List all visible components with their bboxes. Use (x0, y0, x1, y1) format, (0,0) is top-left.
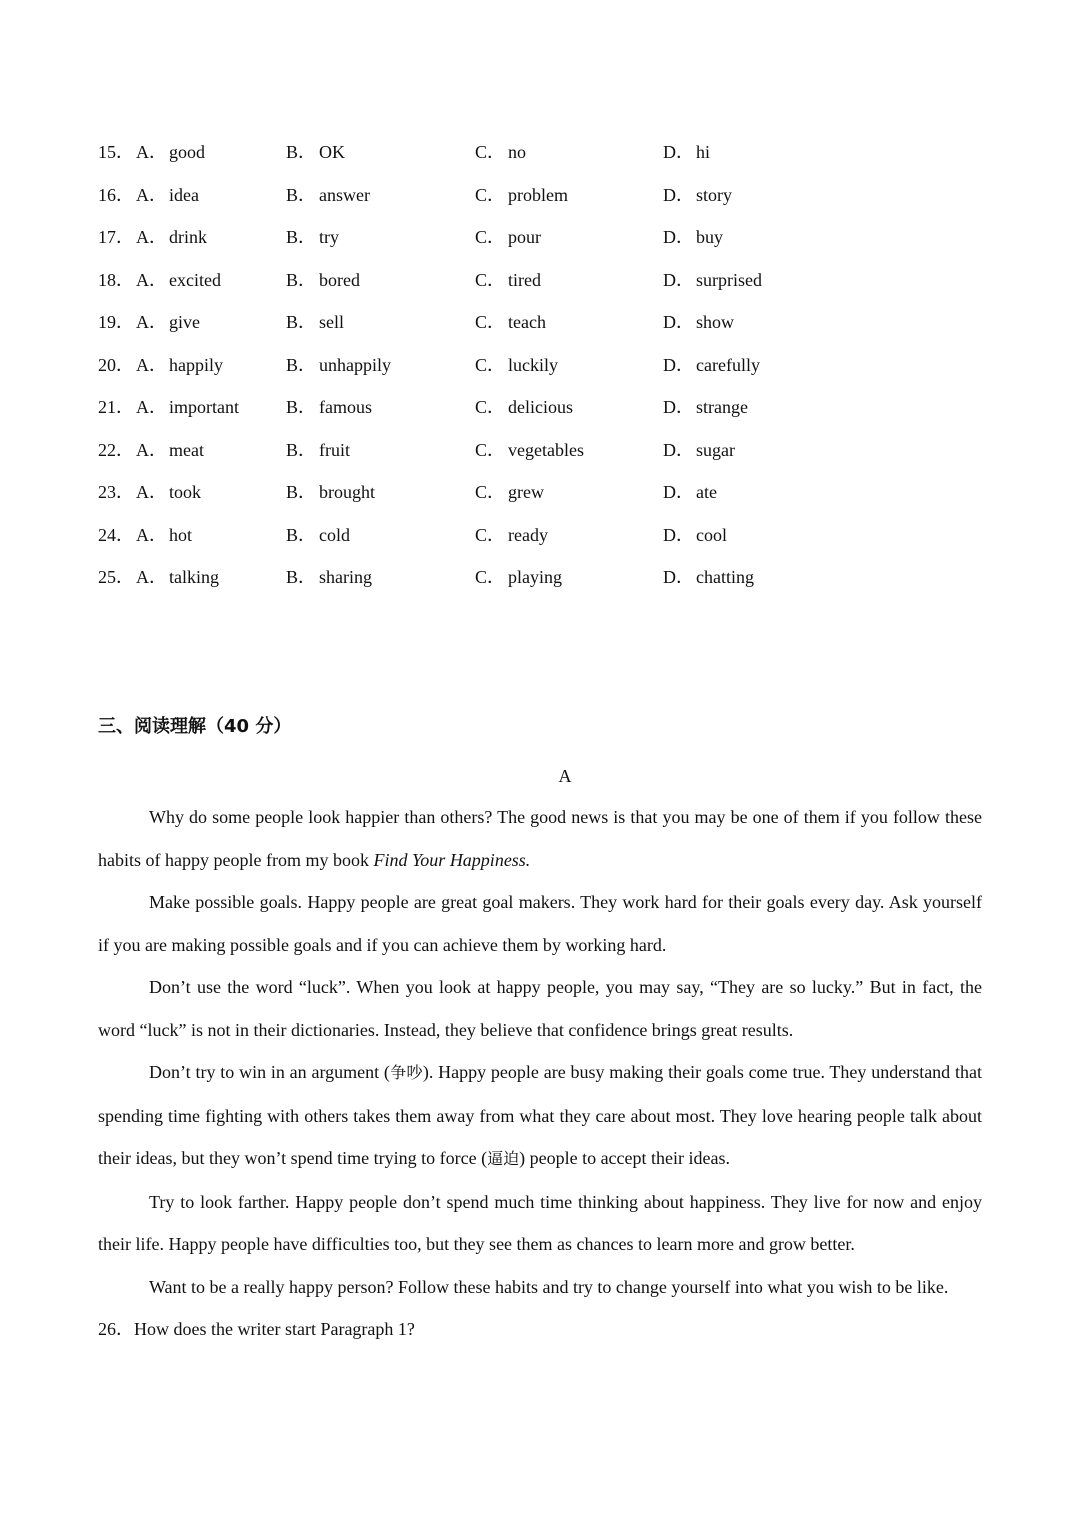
question-number: 21． (98, 397, 134, 417)
option-d: D． cool (663, 524, 727, 545)
option-b: B． sharing (286, 567, 372, 587)
option-d: D． buy (663, 227, 723, 247)
option-b: B． sell (286, 312, 344, 332)
option-b: B． cold (286, 524, 350, 545)
book-title: Find Your Happiness. (373, 849, 531, 870)
option-c: C． vegetables (475, 439, 584, 460)
paragraph-1: Why do some people look happier than others? The good news is that you may be one of them if you follow these habits of happy people from my book Find Your Happiness. (98, 807, 982, 870)
question-number: 18． (98, 269, 134, 290)
option-b: B． unhappily (286, 354, 391, 375)
option-a: A． idea (136, 184, 199, 205)
option-c: C． teach (475, 312, 546, 332)
question-number: 15． (98, 142, 134, 162)
option-d: D． story (663, 184, 732, 205)
option-c: C． playing (475, 567, 562, 587)
option-c: C． problem (475, 184, 568, 205)
option-b: B． brought (286, 482, 375, 502)
option-a: A． drink (136, 227, 207, 247)
option-c: C． pour (475, 227, 541, 247)
option-c: C． luckily (475, 354, 558, 375)
option-c: C． ready (475, 524, 548, 545)
question-number: 17． (98, 227, 134, 247)
option-b: B． bored (286, 269, 360, 290)
option-c: C． no (475, 142, 526, 162)
option-b: B． famous (286, 397, 372, 417)
option-b: B． OK (286, 142, 345, 162)
option-a: A． meat (136, 439, 204, 460)
option-a: A． took (136, 482, 202, 502)
option-a: A． talking (136, 567, 219, 587)
option-d: D． strange (663, 397, 748, 417)
option-c: C． delicious (475, 397, 573, 417)
paragraph-4: Don’t try to win in an argument (争吵). Happy people are busy making their goals come true. They understand that spending time fighting with others takes them away from what they care about most. They love hearing people talk about their ideas, but they won’t spend time trying to force (逼迫) people to accept their ideas. (98, 1062, 982, 1168)
question-number: 16． (98, 184, 134, 205)
option-d: D． sugar (663, 439, 735, 460)
option-b: B． fruit (286, 439, 350, 460)
paragraph-5: Try to look farther. Happy people don’t spend much time thinking about happiness. They live for now and enjoy their life. Happy people have difficulties too, but they see them as chances to learn more and grow better. (98, 1191, 982, 1254)
question-26: 26．How does the writer start Paragraph 1? (98, 1319, 415, 1339)
option-a: A． excited (136, 269, 221, 290)
option-d: D． chatting (663, 567, 754, 587)
option-d: D． hi (663, 142, 711, 162)
option-c: C． grew (475, 482, 544, 502)
option-a: A． give (136, 312, 200, 332)
question-number: 19． (98, 312, 134, 332)
reading-passage (98, 796, 982, 1351)
chinese-gloss: 逼迫 (487, 1149, 520, 1168)
option-a: A． happily (136, 354, 223, 375)
question-number: 24． (98, 524, 134, 545)
question-number: 22． (98, 439, 134, 460)
option-d: D． carefully (663, 354, 760, 375)
option-c: C． tired (475, 269, 541, 290)
paragraph-3: Don’t use the word “luck”. When you look at happy people, you may say, “They are so lucky.” But in fact, the word “luck” is not in their dictionaries. Instead, they believe that confidence brings great results. (98, 977, 982, 1040)
question-number: 23． (98, 482, 134, 502)
option-d: D． ate (663, 482, 717, 502)
option-a: A． important (136, 397, 239, 417)
option-b: B． answer (286, 184, 370, 205)
question-number: 20． (98, 354, 134, 375)
option-d: D． show (663, 312, 735, 332)
paragraph-6: Want to be a really happy person? Follow these habits and try to change yourself into what you wish to be like. (149, 1276, 949, 1297)
paragraph-2: Make possible goals. Happy people are great goal makers. They work hard for their goals every day. Ask yourself if you are making possible goals and if you can achieve them by working hard. (98, 892, 982, 955)
option-a: A． hot (136, 524, 193, 545)
section-title: 三、阅读理解（40 分） (98, 716, 292, 737)
chinese-gloss: 争吵 (389, 1063, 423, 1082)
question-number: 25． (98, 567, 134, 587)
option-a: A． good (136, 142, 205, 162)
option-d: D． surprised (663, 269, 762, 290)
option-b: B． try (286, 227, 339, 247)
passage-label: A (558, 766, 572, 786)
